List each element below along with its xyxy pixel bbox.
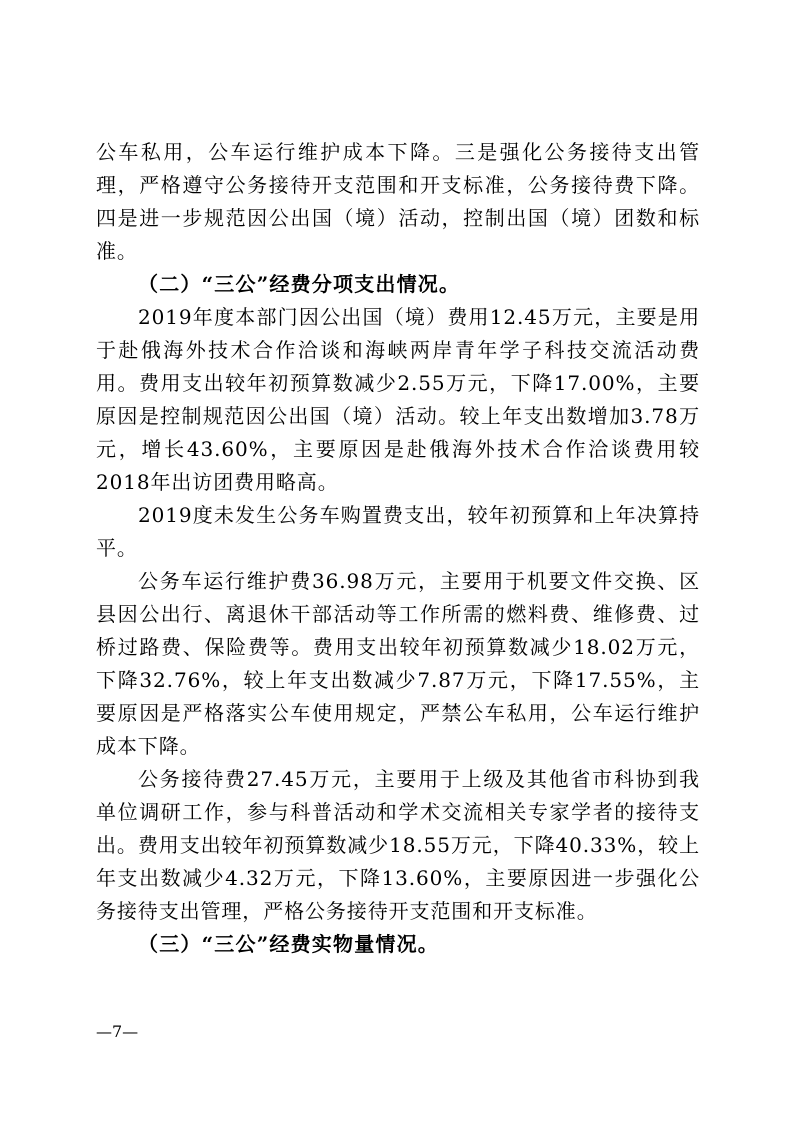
paragraph-overseas-travel: 2019年度本部门因公出国（境）费用12.45万元，主要是用于赴俄海外技术合作洽谈和海峡两岸青年学子科技交流活动费用。费用支出较年初预算数减少2.55万元，下降17.00%，主要原因是控制规范因公出国（境）活动。较上年支出数增加3.78万元，增长43.60%，主要原因是赴俄海外技术合作洽谈费用较2018年出访团费用略高。 <box>96 305 700 494</box>
document-body <box>96 136 700 961</box>
section-heading-2: （二）“三公”经费分项支出情况。 <box>138 272 461 296</box>
paragraph-reception: 公务接待费27.45万元，主要用于上级及其他省市科协到我单位调研工作，参与科普活动和学术交流相关专家学者的接待支出。费用支出较年初预算数减少18.55万元，下降40.33%，较上年支出数减少4.32万元，下降13.60%，主要原因进一步强化公务接待支出管理，严格公务接待开支范围和开支标准。 <box>96 767 700 923</box>
paragraph-continuation: 公车私用，公车运行维护成本下降。三是强化公务接待支出管理，严格遵守公务接待开支范围和开支标准，公务接待费下降。四是进一步规范因公出国（境）活动，控制出国（境）团数和标准。 <box>96 140 700 263</box>
paragraph-vehicle-maintenance: 公务车运行维护费36.98万元，主要用于机要文件交换、区县因公出行、离退休干部活动等工作所需的燃料费、维修费、过桥过路费、保险费等。费用支出较年初预算数减少18.02万元，下降32.76%，较上年支出数减少7.87万元，下降17.55%，主要原因是严格落实公车使用规定，严禁公车私用，公车运行维护成本下降。 <box>96 569 700 758</box>
section-heading-3: （三）“三公”经费实物量情况。 <box>138 932 440 956</box>
paragraph-vehicle-purchase: 2019度未发生公务车购置费支出，较年初预算和上年决算持平。 <box>96 503 700 560</box>
page-number: —7— <box>96 1022 139 1041</box>
